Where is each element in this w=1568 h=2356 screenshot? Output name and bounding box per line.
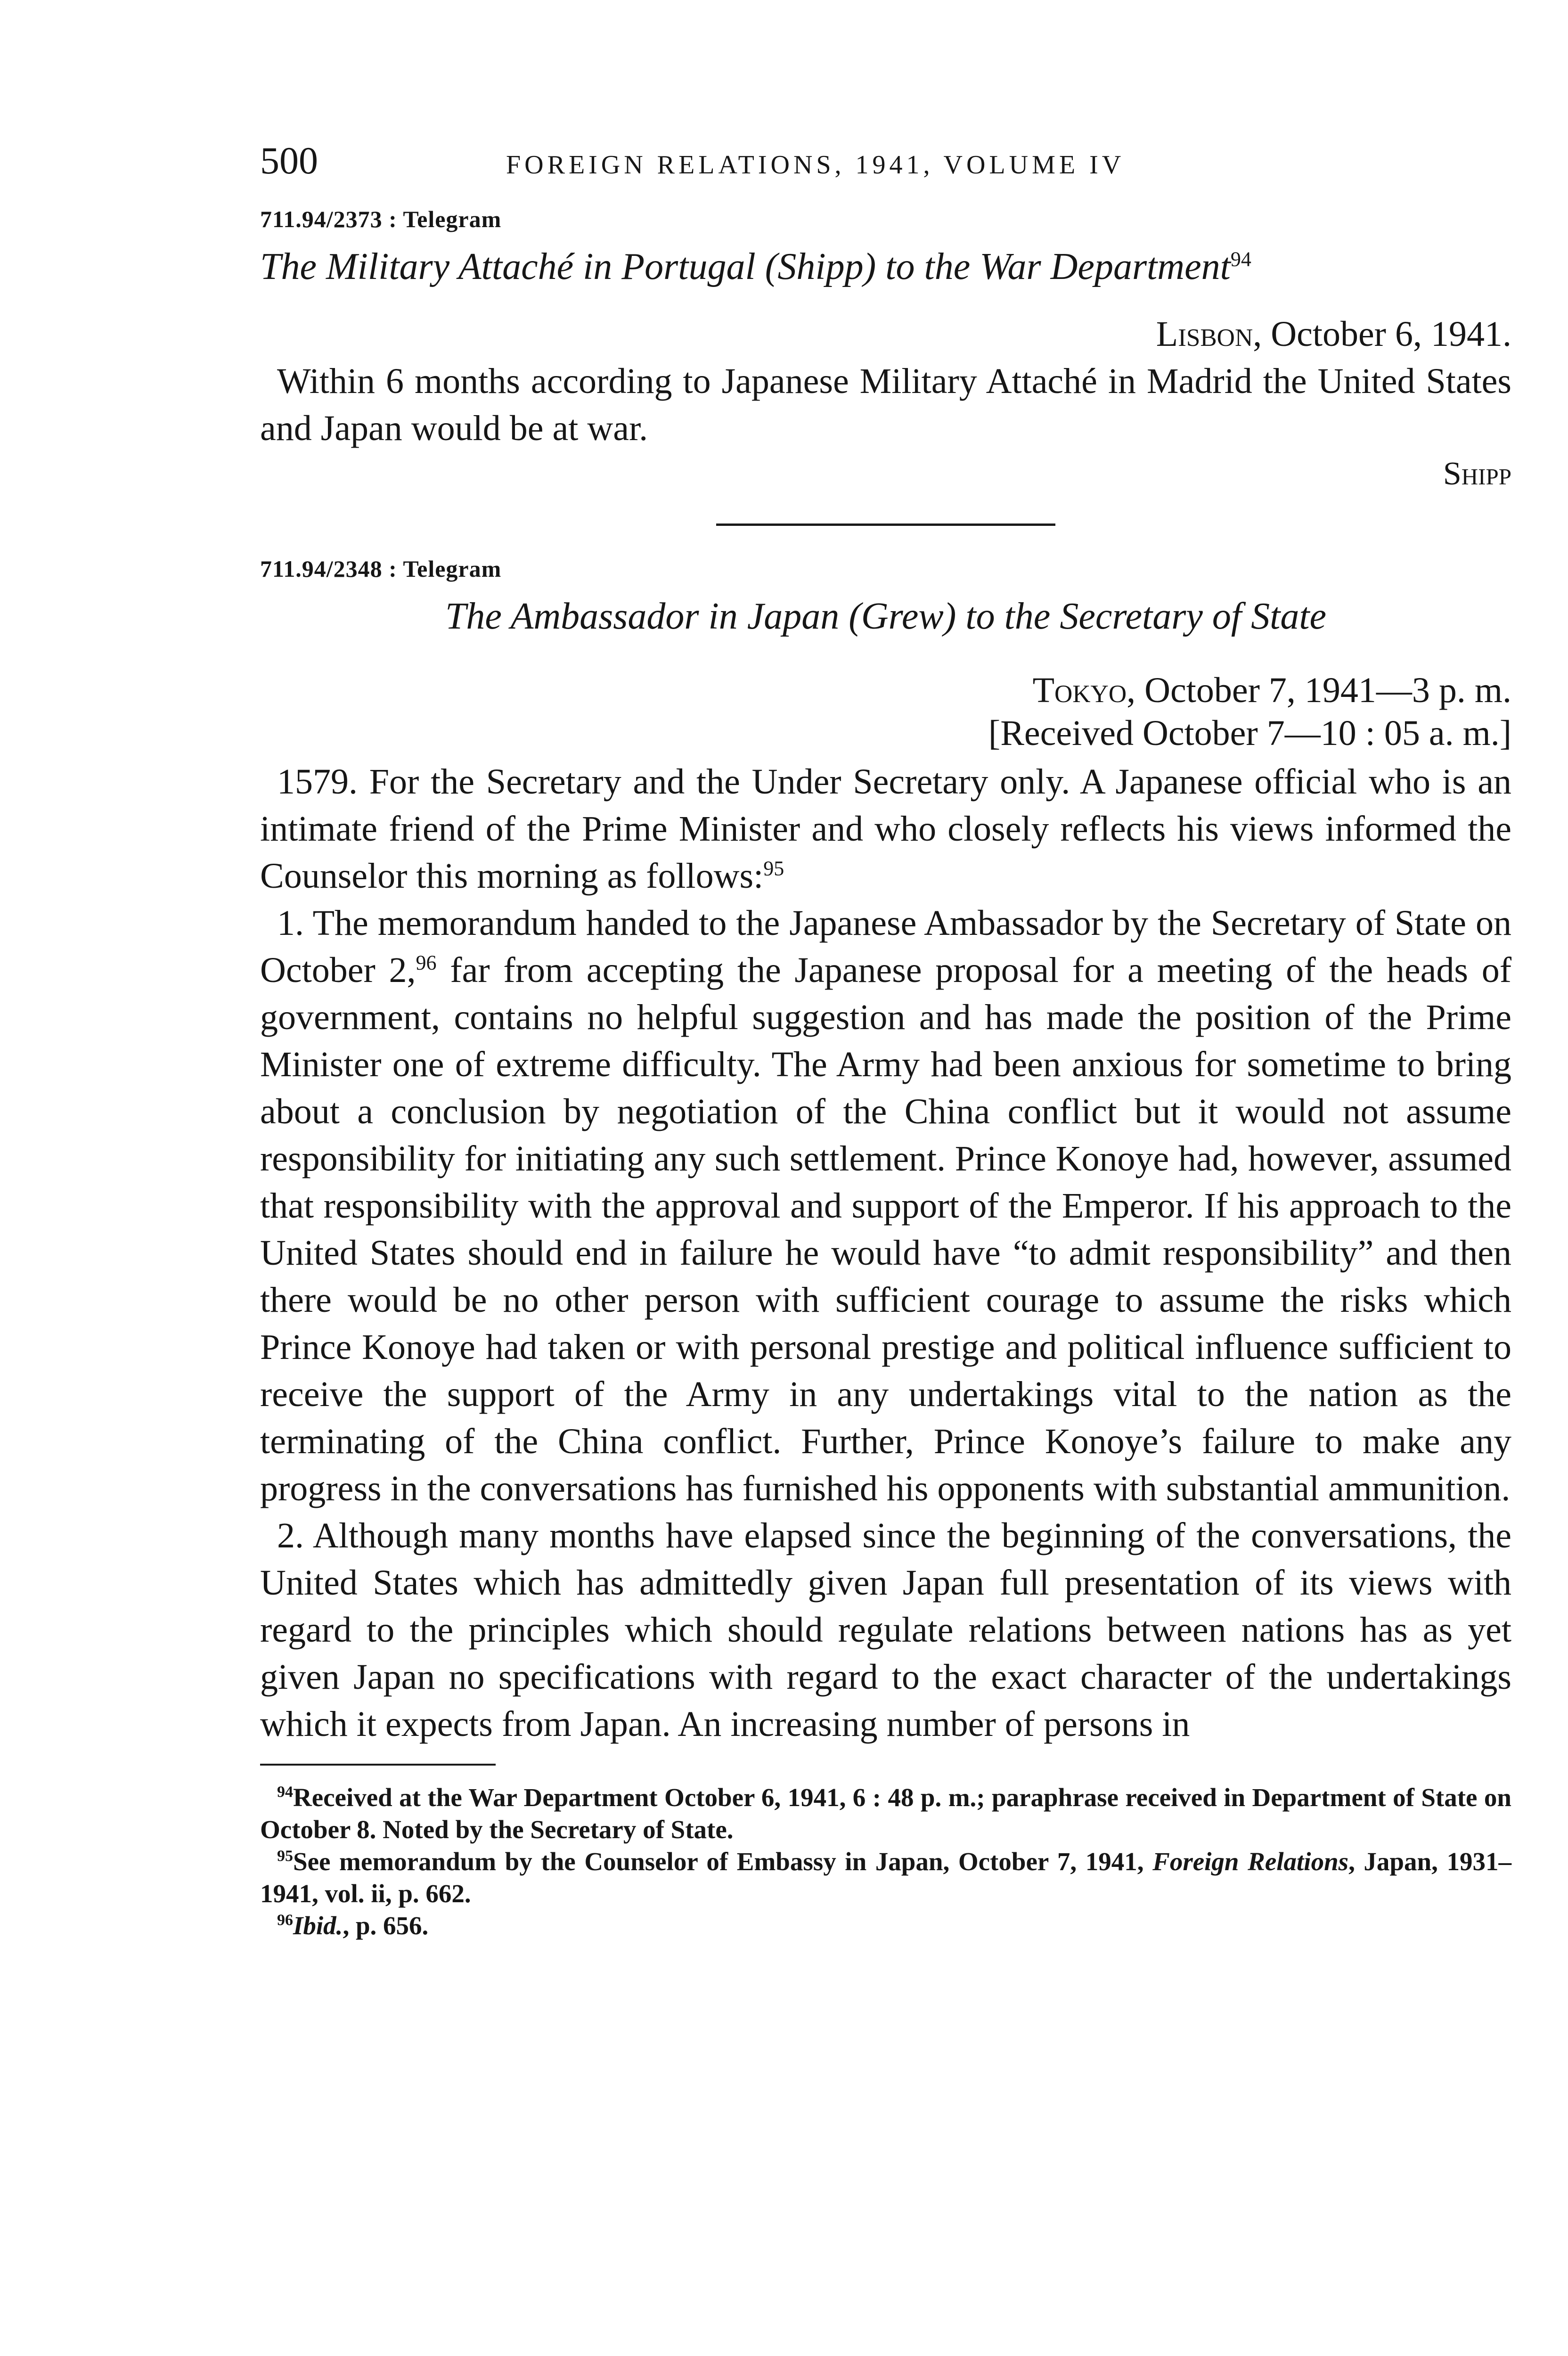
footnote-mark: 94 (277, 1783, 293, 1801)
paragraph-text: 1579. For the Secretary and the Under Secretary only. A Japanese official who is an intimate friend of the Prime Minister and who closely reflects his views informed the Counselor this morning as follows: (260, 761, 1511, 896)
footnote-mark: 96 (277, 1911, 293, 1929)
file-reference: 711.94/2348 : Telegram (260, 556, 502, 582)
dateline-date: , October 6, 1941. (1253, 314, 1511, 354)
footnote-divider (260, 1764, 496, 1766)
signature: Shipp (1443, 456, 1511, 492)
footnote-reference: 95 (763, 857, 784, 880)
footnote-reference: 96 (416, 951, 437, 974)
footnote-italic: Ibid. (293, 1911, 343, 1940)
document-section (260, 207, 1511, 491)
footnote-italic: Foreign Relations (1152, 1847, 1349, 1876)
received-line: [Received October 7—10 : 05 a. m.] (988, 713, 1511, 753)
dateline (260, 313, 1511, 356)
document-page (260, 141, 1511, 1942)
footnotes (260, 1782, 1511, 1942)
body-paragraph: Within 6 months according to Japanese Military Attaché in Madrid the United States and Japan would be at war. (260, 361, 1511, 449)
body-paragraph: 2. Although many months have elapsed since the beginning of the conversations, the United States which has admittedly given Japan full presentation of its views with regard to the principles which should regulate relations between nations has as yet given Japan no specifications with regard to the exact character of the undertakings which it expects from Japan. An increasing number of persons in (260, 1515, 1511, 1744)
footnote (260, 1846, 1511, 1910)
document-title: The Ambassador in Japan (Grew) to the Secretary of State (445, 596, 1327, 638)
document-title-text: The Military Attaché in Portugal (Shipp) to the War Department (260, 246, 1231, 287)
footnote-text: , Japan, 1931–1941, vol. ii, p. 662. (260, 1847, 1511, 1908)
dateline-date: , October 7, 1941—3 p. m. (1127, 671, 1511, 711)
running-title: FOREIGN RELATIONS, 1941, VOLUME IV (506, 150, 1125, 180)
dateline-place: Tokyo (1032, 671, 1127, 711)
footnote-text: Received at the War Department October 6, 1941, 6 : 48 p. m.; paraphrase received in Department of State on October 8. Noted by the Secretary of State. (260, 1783, 1511, 1844)
dateline-place: Lisbon (1156, 314, 1253, 354)
footnote-mark: 95 (277, 1847, 293, 1865)
document-section (260, 557, 1511, 1747)
dateline (260, 669, 1511, 712)
paragraph-text: 1. The memorandum handed to the Japanese Ambassador by the Secretary of State on October 2, (260, 903, 1511, 990)
file-reference: 711.94/2373 : Telegram (260, 206, 502, 232)
body-paragraph (260, 900, 1511, 1512)
footnote (260, 1910, 1511, 1942)
paragraph-text: far from accepting the Japanese proposal for a meeting of the heads of government, contains no helpful suggestion and has made the position of the Prime Minister one of extreme difficulty. The Army had been anxious for sometime to bring about a conclusion by negotiation of the China conflict but it would not assume responsibility for initiating any such settlement. Prince Konoye had, however, assumed that responsibility with the approval and support of the Emperor. If his approach to the United States should end in failure he would have “to admit responsibility” and then there would be no other person with sufficient courage to assume the risks which Prince Konoye had taken or with personal prestige and political influence sufficient to receive the support of the Army in any undertakings vital to the nation as the terminating of the China conflict. Further, Prince Konoye’s failure to make any progress in the conversations has furnished his opponents with substantial ammunition. (260, 950, 1511, 1508)
page-number: 500 (260, 139, 318, 182)
footnote-reference: 94 (1230, 247, 1251, 271)
footnote-text: See memorandum by the Counselor of Embassy in Japan, October 7, 1941, (293, 1847, 1153, 1876)
body-paragraph (260, 758, 1511, 900)
section-divider (716, 524, 1055, 526)
document-title (260, 248, 1511, 286)
footnote (260, 1782, 1511, 1846)
running-header (260, 141, 1511, 207)
footnote-text: , p. 656. (343, 1911, 429, 1940)
